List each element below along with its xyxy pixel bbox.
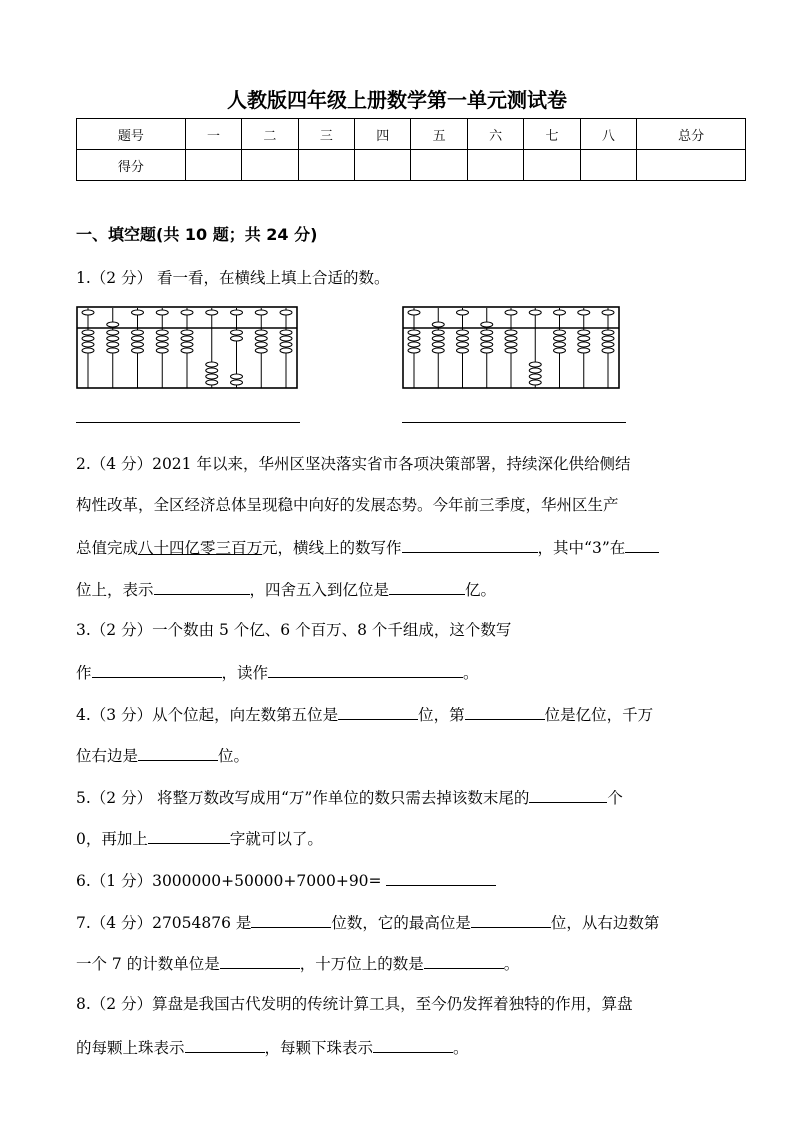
abacus-upper-bead — [505, 310, 517, 315]
abacus-lower-bead — [280, 348, 292, 353]
abacus-upper-bead — [82, 310, 94, 315]
text: 位是亿位，千万 — [544, 706, 654, 724]
abacus-lower-bead — [255, 348, 267, 353]
abacus-upper-bead — [132, 310, 144, 315]
abacus-lower-bead — [156, 342, 168, 347]
abacus-upper-bead — [206, 310, 218, 315]
abacus-upper-bead — [156, 310, 168, 315]
text: 亿。 — [465, 581, 497, 599]
abacus-lower-bead — [231, 380, 243, 385]
abacus-lower-bead — [505, 336, 517, 341]
abacus-lower-bead — [408, 336, 420, 341]
text: 总值完成 — [76, 539, 139, 557]
question-8-line-1: 8.（2 分）算盘是我国古代发明的传统计算工具，至今仍发挥着独特的作用，算盘 — [76, 995, 633, 1013]
abacus-lower-bead — [505, 348, 517, 353]
score-header-cell: 八 — [580, 119, 636, 150]
abacus-lower-bead — [602, 342, 614, 347]
text: ，十万位上的数是 — [299, 955, 424, 973]
abacus-lower-bead — [432, 342, 444, 347]
abacus-lower-bead — [280, 330, 292, 335]
text: 一个 7 的计数单位是 — [76, 955, 220, 973]
blank[interactable] — [424, 952, 504, 969]
score-header-cell: 七 — [524, 119, 580, 150]
abacus-lower-bead — [132, 336, 144, 341]
text: 位。 — [218, 747, 250, 765]
blank[interactable] — [465, 703, 545, 720]
blank[interactable] — [268, 661, 463, 678]
abacus-lower-bead — [554, 330, 566, 335]
blank[interactable] — [389, 578, 465, 595]
abacus-lower-bead — [156, 336, 168, 341]
text: 个 — [607, 789, 623, 807]
blank[interactable] — [220, 952, 300, 969]
abacus-lower-bead — [206, 368, 218, 373]
score-header-cell: 六 — [467, 119, 523, 150]
abacus-upper-bead — [181, 310, 193, 315]
question-6 — [76, 869, 496, 891]
abacus-lower-bead — [529, 368, 541, 373]
abacus-lower-bead — [408, 330, 420, 335]
text: 。 — [503, 955, 520, 973]
text: 4.（3 分）从个位起，向左数第五位是 — [76, 706, 339, 724]
abacus-lower-bead — [107, 348, 119, 353]
abacus-upper-bead — [280, 310, 292, 315]
abacus-lower-bead — [82, 348, 94, 353]
section-heading: 一、填空题(共 10 题；共 24 分) — [76, 225, 318, 244]
abacus-lower-bead — [132, 330, 144, 335]
abacus-lower-bead — [578, 348, 590, 353]
text: 7.（4 分）27054876 是 — [76, 914, 252, 932]
text: 。 — [463, 664, 479, 682]
abacus-lower-bead — [280, 342, 292, 347]
score-input-cell[interactable] — [580, 150, 636, 181]
score-table-score-row — [77, 150, 746, 181]
score-input-cell[interactable] — [185, 150, 241, 181]
blank[interactable] — [471, 911, 551, 928]
abacus-lower-bead — [181, 336, 193, 341]
abacus-lower-bead — [280, 336, 292, 341]
abacus-lower-bead — [255, 342, 267, 347]
blank[interactable] — [338, 703, 418, 720]
blank[interactable] — [386, 869, 496, 886]
score-header-cell: 三 — [298, 119, 354, 150]
abacus-lower-bead — [408, 342, 420, 347]
abacus-upper-bead — [529, 310, 541, 315]
score-table — [76, 118, 746, 181]
abacus-lower-bead — [231, 336, 243, 341]
question-3-line-1: 3.（2 分）一个数由 5 个亿、6 个百万、8 个千组成，这个数写 — [76, 621, 512, 639]
score-input-cell[interactable] — [355, 150, 411, 181]
abacus-lower-bead — [481, 330, 493, 335]
blank[interactable] — [402, 536, 538, 553]
text: 元，横线上的数写作 — [262, 539, 402, 557]
abacus-lower-bead — [107, 342, 119, 347]
abacus-lower-bead — [554, 348, 566, 353]
abacus-lower-bead — [107, 330, 119, 335]
blank[interactable] — [154, 578, 250, 595]
abacus-lower-bead — [457, 348, 469, 353]
blank[interactable] — [138, 744, 218, 761]
score-input-cell[interactable] — [467, 150, 523, 181]
score-row-label: 得分 — [77, 150, 186, 181]
text: ，其中“3”在 — [537, 539, 626, 557]
abacus-lower-bead — [408, 348, 420, 353]
abacus-lower-bead — [181, 342, 193, 347]
abacus-lower-bead — [529, 362, 541, 367]
score-input-cell[interactable] — [524, 150, 580, 181]
abacus-lower-bead — [132, 342, 144, 347]
abacus-lower-bead — [481, 336, 493, 341]
abacus-lower-bead — [457, 336, 469, 341]
abacus-lower-bead — [206, 374, 218, 379]
question-8-line-2 — [76, 1036, 469, 1058]
abacus-lower-bead — [481, 342, 493, 347]
answer-line-left[interactable] — [76, 422, 300, 423]
text: 5.（2 分） 将整万数改写成用“万”作单位的数只需去掉该数末尾的 — [76, 789, 530, 807]
abacus-lower-bead — [206, 362, 218, 367]
question-1: 1.（2 分） 看一看，在横线上填上合适的数。 — [76, 269, 390, 287]
score-table-header-row — [77, 119, 746, 150]
blank[interactable] — [251, 911, 331, 928]
abacus-lower-bead — [457, 342, 469, 347]
abacus-lower-bead — [602, 336, 614, 341]
text: 位上，表示 — [76, 581, 154, 599]
question-2-line-2: 构性改革，全区经济总体呈现稳中向好的发展态势。今年前三季度，华州区生产 — [76, 496, 619, 514]
text: 。 — [453, 1039, 469, 1057]
abacus-lower-bead — [82, 336, 94, 341]
abacus-lower-bead — [578, 342, 590, 347]
text: 位，第 — [418, 706, 465, 724]
blank[interactable] — [625, 536, 659, 553]
blank[interactable] — [185, 1036, 265, 1053]
abacus-lower-bead — [82, 342, 94, 347]
abacus-lower-bead — [578, 336, 590, 341]
abacus-lower-bead — [156, 330, 168, 335]
question-5-line-2 — [76, 827, 323, 849]
score-input-cell[interactable] — [298, 150, 354, 181]
text: 6.（1 分）3000000+50000+7000+90= — [76, 872, 382, 890]
question-2-line-1: 2.（4 分）2021 年以来，华州区坚决落实省市各项决策部署，持续深化供给侧结 — [76, 455, 631, 473]
abacus-lower-bead — [481, 348, 493, 353]
underlined-number: 八十四亿零三百万 — [138, 539, 263, 557]
text: 的每颗上珠表示 — [76, 1039, 185, 1057]
text: 位右边是 — [76, 747, 139, 765]
abacus-lower-bead — [82, 330, 94, 335]
score-header-cell: 四 — [355, 119, 411, 150]
page-title: 人教版四年级上册数学第一单元测试卷 — [227, 88, 567, 112]
abacus-upper-bead — [408, 310, 420, 315]
text: 位数，它的最高位是 — [331, 914, 471, 932]
text: ，四舍五入到亿位是 — [249, 581, 390, 599]
abacus-upper-bead — [457, 310, 469, 315]
abacus-lower-bead — [181, 348, 193, 353]
text: 位，从右边数第 — [550, 914, 660, 932]
abacus-lower-bead — [107, 336, 119, 341]
abacus-upper-bead — [578, 310, 590, 315]
abacus-lower-bead — [505, 342, 517, 347]
abacus-lower-bead — [432, 348, 444, 353]
abacus-upper-bead — [255, 310, 267, 315]
abacus-lower-bead — [578, 330, 590, 335]
blank[interactable] — [148, 827, 230, 844]
question-7-line-2 — [76, 952, 519, 974]
blank[interactable] — [92, 661, 222, 678]
abacus-lower-bead — [529, 380, 541, 385]
abacus-lower-bead — [529, 374, 541, 379]
question-4-line-1 — [76, 703, 653, 725]
abacus-upper-bead — [432, 322, 444, 327]
abacus-lower-bead — [156, 348, 168, 353]
abacus-lower-bead — [181, 330, 193, 335]
answer-line-right[interactable] — [402, 422, 626, 423]
score-input-cell[interactable] — [637, 150, 746, 181]
abacus-upper-bead — [554, 310, 566, 315]
abacus-lower-bead — [457, 330, 469, 335]
abacus-left — [76, 306, 298, 390]
abacus-lower-bead — [432, 330, 444, 335]
question-3-line-2 — [76, 661, 479, 683]
abacus-upper-bead — [107, 322, 119, 327]
abacus-upper-bead — [231, 310, 243, 315]
score-header-cell: 题号 — [77, 119, 186, 150]
abacus-lower-bead — [206, 380, 218, 385]
abacus-lower-bead — [505, 330, 517, 335]
text: 0，再加上 — [76, 830, 148, 848]
abacus-lower-bead — [231, 374, 243, 379]
abacus-lower-bead — [602, 330, 614, 335]
question-7-line-1 — [76, 911, 659, 933]
question-5-line-1 — [76, 786, 623, 808]
abacus-lower-bead — [255, 330, 267, 335]
abacus-right — [402, 306, 620, 390]
score-input-cell[interactable] — [242, 150, 298, 181]
score-input-cell[interactable] — [411, 150, 467, 181]
abacus-upper-bead — [602, 310, 614, 315]
text: ，每颗下珠表示 — [264, 1039, 374, 1057]
abacus-lower-bead — [432, 336, 444, 341]
blank[interactable] — [529, 786, 607, 803]
blank[interactable] — [373, 1036, 453, 1053]
text: ，读作 — [221, 664, 269, 682]
abacus-lower-bead — [231, 330, 243, 335]
score-header-cell: 五 — [411, 119, 467, 150]
question-2-line-4 — [76, 578, 496, 600]
abacus-lower-bead — [602, 348, 614, 353]
score-header-cell: 二 — [242, 119, 298, 150]
abacus-upper-bead — [481, 322, 493, 327]
text: 字就可以了。 — [229, 830, 323, 848]
text: 作 — [76, 664, 92, 682]
abacus-lower-bead — [255, 336, 267, 341]
abacus-lower-bead — [554, 342, 566, 347]
score-header-cell: 总分 — [637, 119, 746, 150]
question-2-line-3 — [76, 536, 659, 558]
abacus-lower-bead — [554, 336, 566, 341]
question-4-line-2 — [76, 744, 249, 766]
score-header-cell: 一 — [185, 119, 241, 150]
abacus-lower-bead — [132, 348, 144, 353]
